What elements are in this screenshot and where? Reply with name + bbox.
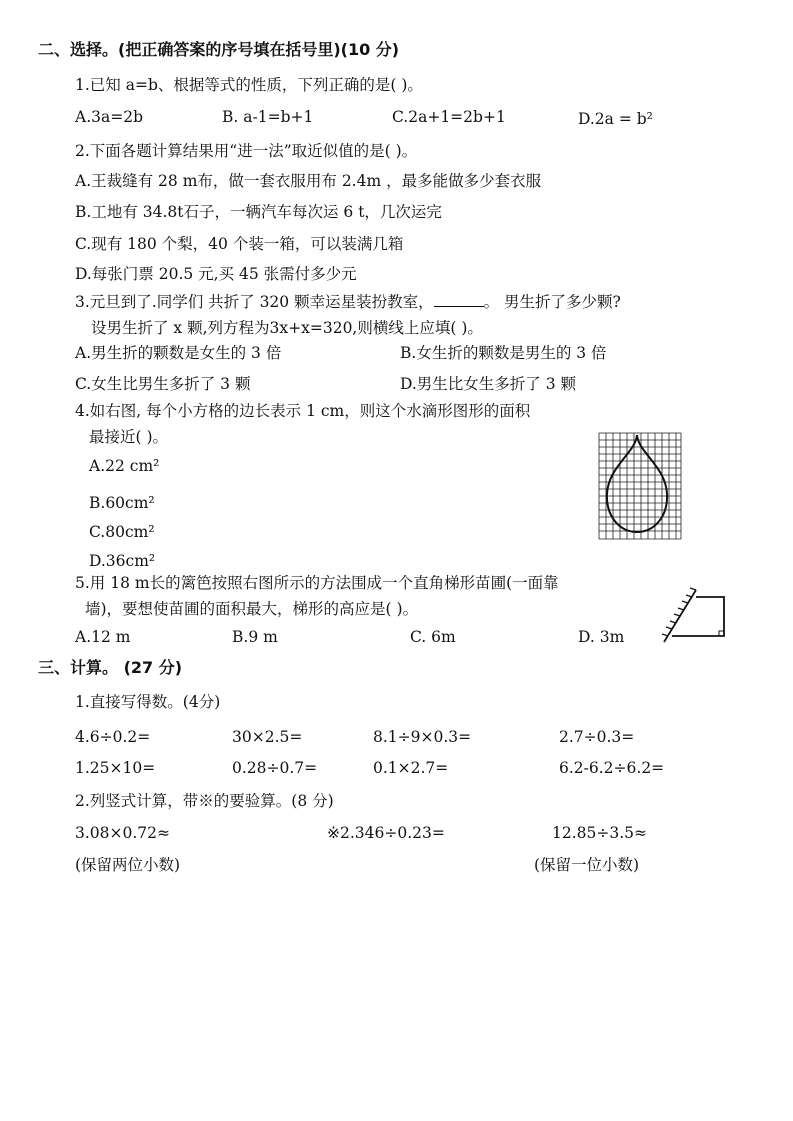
p1-title: 1.直接写得数。(4分): [75, 693, 221, 711]
q1-option-a: A.3a=2b: [75, 108, 143, 126]
q2-stem: 2.下面各题计算结果用“进一法”取近似值的是( )。: [75, 142, 418, 160]
q3-stem-line1: [75, 292, 621, 312]
q3-option-d: D.男生比女生多折了 3 颗: [400, 375, 577, 393]
p2-item1: 3.08×0.72≈: [75, 824, 170, 842]
p2-item3: 12.85÷3.5≈: [552, 824, 647, 842]
q2-option-c: C.现有 180 个梨，40 个装一箱，可以装满几箱: [75, 235, 404, 253]
q4-stem-line2: 最接近( )。: [89, 428, 169, 446]
q4-option-b: B.60cm²: [89, 494, 155, 512]
q4-option-c: C.80cm²: [89, 523, 155, 541]
q3-stem-part2: 。 男生折了多少颗?: [483, 293, 621, 311]
q3-stem-line2: 设男生折了 x 颗,列方程为3x+x=320,则横线上应填( )。: [91, 319, 483, 337]
p1-row1-item3: 8.1÷9×0.3=: [373, 728, 472, 746]
water-drop-shape: [607, 435, 667, 532]
trapezoid-wall-figure: [660, 584, 730, 648]
p1-row2-item1: 1.25×10=: [75, 759, 156, 777]
p1-row1-item2: 30×2.5=: [232, 728, 303, 746]
q2-option-d: D.每张门票 20.5 元,买 45 张需付多少元: [75, 265, 357, 283]
q2-option-b: B.工地有 34.8t石子，一辆汽车每次运 6 t，几次运完: [75, 203, 442, 221]
q5-option-a: A.12 m: [75, 628, 131, 646]
q1-stem: 1.已知 a=b、根据等式的性质，下列正确的是( )。: [75, 76, 423, 94]
p2-item2: ※2.346÷0.23=: [327, 824, 445, 842]
grid-lines: [599, 433, 681, 539]
p1-row1-item4: 2.7÷0.3=: [559, 728, 635, 746]
q3-option-c: C.女生比男生多折了 3 颗: [75, 375, 251, 393]
section3-heading: 三、计算。 (27 分): [38, 658, 183, 677]
q4-option-d: D.36cm²: [89, 552, 156, 570]
p1-row1-item1: 4.6÷0.2=: [75, 728, 151, 746]
q4-stem-line1: 4.如右图, 每个小方格的边长表示 1 cm，则这个水滴形图形的面积: [75, 402, 531, 420]
p1-row2-item3: 0.1×2.7=: [373, 759, 449, 777]
p2-title: 2.列竖式计算，带※的要验算。(8 分): [75, 792, 334, 810]
q1-option-d: D.2a = b²: [578, 110, 653, 128]
q1-option-b: B. a-1=b+1: [222, 108, 314, 126]
q5-option-b: B.9 m: [232, 628, 278, 646]
p2-note1: (保留两位小数): [75, 856, 181, 874]
q3-option-a: A.男生折的颗数是女生的 3 倍: [75, 344, 282, 362]
q4-option-a: A.22 cm²: [89, 457, 160, 475]
wall-hatching: [662, 588, 696, 636]
q2-option-a: A.王裁缝有 28 m布，做一套衣服用布 2.4m ，最多能做多少套衣服: [75, 172, 542, 190]
q3-option-b: B.女生折的颗数是男生的 3 倍: [400, 344, 607, 362]
p2-note2: (保留一位小数): [534, 856, 640, 874]
q5-option-c: C. 6m: [410, 628, 456, 646]
p1-row2-item4: 6.2-6.2÷6.2=: [559, 759, 665, 777]
q5-stem-line2: 墙)，要想使苗圃的面积最大，梯形的高应是( )。: [85, 600, 419, 618]
section2-heading: 二、选择。(把正确答案的序号填在括号里)(10 分): [38, 40, 400, 59]
water-drop-grid-figure: [598, 432, 682, 540]
q5-option-d: D. 3m: [578, 628, 625, 646]
p1-row2-item2: 0.28÷0.7=: [232, 759, 318, 777]
q3-stem-part1: 3.元旦到了.同学们 共折了 320 颗幸运星装扮教室，: [75, 293, 434, 311]
q3-answer-blank: [434, 292, 484, 307]
q5-stem-line1: 5.用 18 m长的篱笆按照右图所示的方法围成一个直角梯形苗圃(一面靠: [75, 574, 559, 592]
q1-option-c: C.2a+1=2b+1: [392, 108, 506, 126]
